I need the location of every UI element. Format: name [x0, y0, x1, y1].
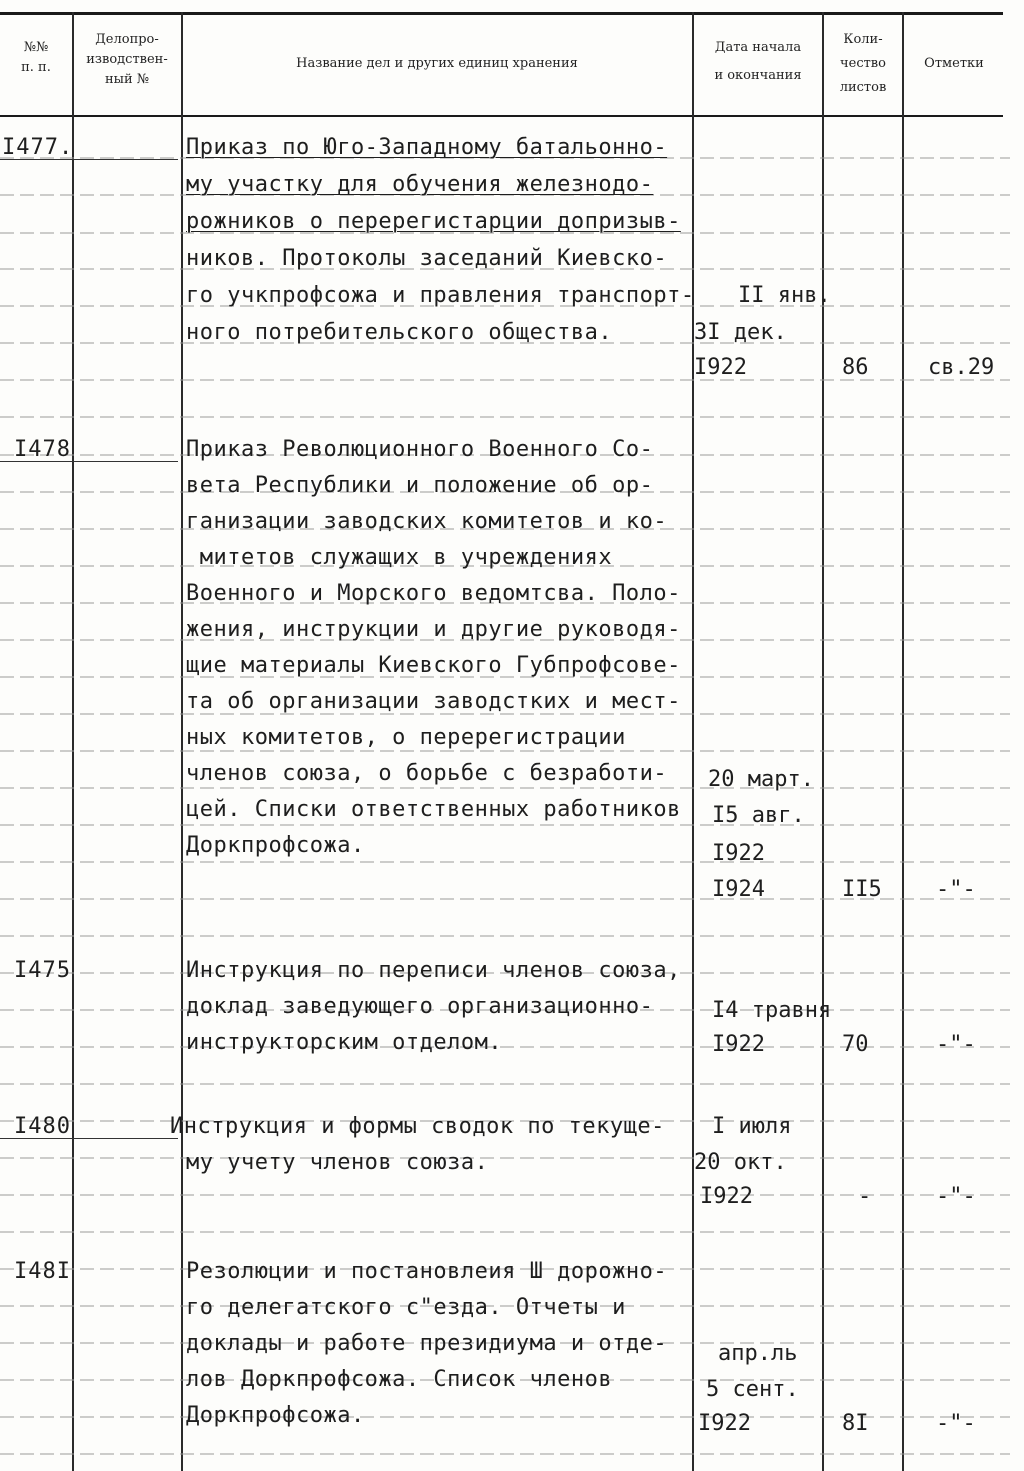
- entry-title-line: му учету членов союза.: [186, 1150, 489, 1175]
- entry-title-line: доклады и работе президиума и отде-: [186, 1331, 668, 1356]
- entry-sheet-count: 86: [842, 355, 869, 380]
- header-dates-l1: Дата начала: [714, 40, 802, 55]
- entry-title-line: го делегатского с"езда. Отчеты и: [186, 1295, 626, 1320]
- entry-number: I478: [14, 437, 71, 462]
- entry-date-end: 3I дек.: [694, 320, 787, 345]
- entry-sheet-count: II5: [842, 877, 882, 902]
- entry-title-line: ников. Протоколы заседаний Киевско-: [186, 246, 668, 271]
- header-office-l2: изводствен-: [86, 52, 168, 67]
- entry-title-line: го учкпрофсожа и правления транспорт-: [186, 283, 695, 308]
- entry-title-line: рожников о перерегистарции допризыв-: [186, 209, 681, 234]
- entry-title-line: Инструкция и формы сводок по текуще-: [170, 1114, 665, 1139]
- entry-note: -"-: [936, 1411, 976, 1436]
- entry-title-line: цей. Списки ответственных работников: [186, 797, 681, 822]
- header-office-col: [72, 30, 182, 90]
- entry-date-start: 20 март.: [708, 767, 814, 792]
- header-count-l2: чество: [840, 56, 886, 71]
- entry-number: I475: [14, 958, 71, 983]
- entry-date-year: I922: [700, 1184, 753, 1209]
- header-title-col: [182, 54, 692, 74]
- entry-title-line: членов союза, о борьбе с безработи-: [186, 761, 668, 786]
- entry-title-line: жения, инструкции и другие руководя-: [186, 617, 681, 642]
- entry-title-line: митетов служащих в учреждениях: [186, 545, 613, 570]
- entry-number-leader: [0, 159, 178, 160]
- entry-title-line: Доркпрофсожа.: [186, 1403, 365, 1428]
- entry-date-range: I4 травня: [712, 998, 832, 1023]
- entry-title-line: ных комитетов, о перерегистрации: [186, 725, 626, 750]
- entry-title-line: доклад заведующего организационно-: [186, 994, 654, 1019]
- entry-date-end: 20 окт.: [694, 1150, 787, 1175]
- entry-note: -"-: [936, 1184, 976, 1209]
- entry-sheet-count: 8I: [842, 1411, 869, 1436]
- entry-title-line: Военного и Морского ведомтсва. Поло-: [186, 581, 681, 606]
- entry-number: I48I: [14, 1259, 71, 1284]
- header-bottom-rule: [0, 115, 1003, 117]
- header-top-rule: [0, 12, 1003, 15]
- header-number-col: [0, 38, 72, 78]
- entry-date-end: 5 сент.: [706, 1377, 799, 1402]
- entry-date-start: II янв.: [738, 283, 831, 308]
- header-count-l3: листов: [839, 80, 887, 95]
- entry-number: I477.: [2, 135, 74, 160]
- entry-title-line: Приказ по Юго-Западному батальонно-: [186, 135, 668, 160]
- entry-sheet-count: 70: [842, 1032, 869, 1057]
- entry-title-line: щие материалы Киевского Губпрофсове-: [186, 653, 681, 678]
- entry-number-leader: [0, 461, 178, 462]
- entry-date-year: I922: [694, 355, 747, 380]
- entry-title-line: ганизации заводских комитетов и ко-: [186, 509, 668, 534]
- header-title-text: Название дел и других единиц хранения: [296, 56, 578, 71]
- entry-note: -"-: [936, 877, 976, 902]
- entry-title-line: му участку для обучения железнодо-: [186, 172, 654, 197]
- entry-date-year: I922: [712, 841, 765, 866]
- entry-title-line: лов Доркпрофсожа. Список членов: [186, 1367, 613, 1392]
- entry-note: св.29: [928, 355, 995, 380]
- entry-title-line: инструкторским отделом.: [186, 1030, 503, 1055]
- entry-title-line: Инструкция по переписи членов союза,: [186, 958, 681, 983]
- entry-date-start: I июля: [712, 1114, 792, 1139]
- header-notes-col: [904, 54, 1004, 74]
- entry-note: -"-: [936, 1032, 976, 1057]
- entry-title-line: та об организации заводстких и мест-: [186, 689, 681, 714]
- header-count-col: [824, 30, 902, 98]
- entry-title-line: вета Республики и положение об ор-: [186, 473, 654, 498]
- header-notes-text: Отметки: [924, 56, 984, 71]
- header-office-l3: ный №: [104, 72, 150, 87]
- entry-date-year: I924: [712, 877, 765, 902]
- header-office-l1: Делопро-: [95, 32, 159, 47]
- entry-date-end: I5 авг.: [712, 803, 805, 828]
- entry-date-start: апр.ль: [718, 1341, 798, 1366]
- entry-date-year: I922: [712, 1032, 765, 1057]
- header-dates-l2: и окончания: [714, 68, 802, 83]
- entry-date-year: I922: [698, 1411, 751, 1436]
- entry-sheet-count: -: [858, 1184, 872, 1209]
- header-dates-col: [694, 38, 822, 86]
- entry-title-line: ного потребительского общества.: [186, 320, 613, 345]
- entry-title-line: Доркпрофсожа.: [186, 833, 365, 858]
- entry-number: I480: [14, 1114, 71, 1139]
- entry-title-line: Резолюции и постановлеия Ш дорожно-: [186, 1259, 668, 1284]
- header-count-l1: Коли-: [843, 32, 883, 47]
- entry-number-leader: [0, 1138, 178, 1139]
- entry-title-line: Приказ Революционного Военного Со-: [186, 437, 654, 462]
- header-number-l1: №№: [23, 40, 49, 55]
- header-number-l2: п. п.: [21, 60, 51, 75]
